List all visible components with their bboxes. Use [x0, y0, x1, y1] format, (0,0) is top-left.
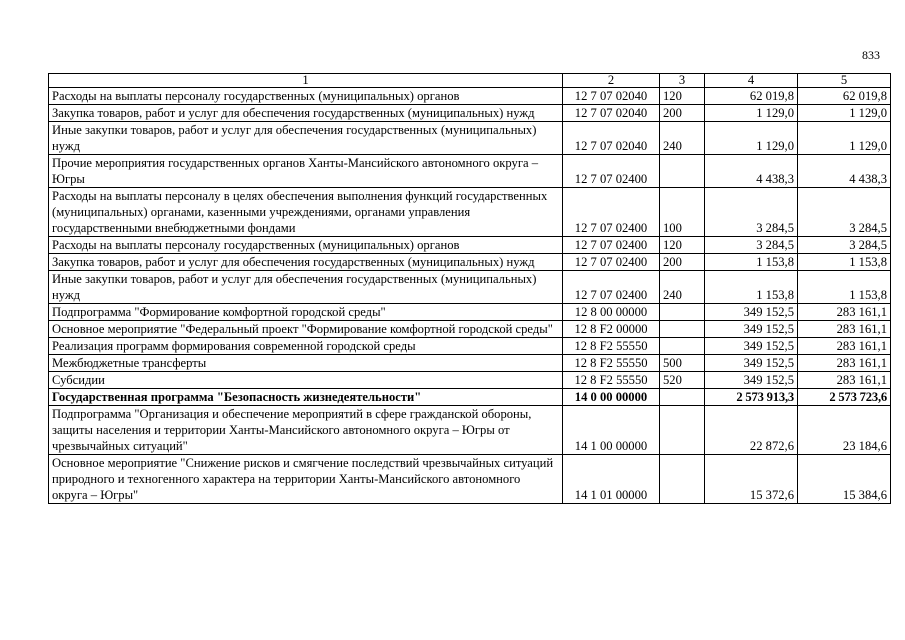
row-value-cell: 349 152,5 — [705, 304, 798, 321]
row-value-cell: 349 152,5 — [705, 321, 798, 338]
row-csr-cell: 12 8 00 00000 — [563, 304, 660, 321]
row-csr-cell: 12 7 07 02400 — [563, 237, 660, 254]
row-csr-cell: 12 7 07 02400 — [563, 188, 660, 237]
row-value-cell: 3 284,5 — [705, 188, 798, 237]
table-row — [49, 88, 891, 105]
row-vr-cell — [660, 321, 705, 338]
table-row — [49, 254, 891, 271]
row-csr-cell: 12 7 07 02400 — [563, 155, 660, 188]
row-value-cell: 15 384,6 — [798, 455, 891, 504]
row-value-cell: 62 019,8 — [705, 88, 798, 105]
row-value-cell: 2 573 913,3 — [705, 389, 798, 406]
row-name-cell: Расходы на выплаты персоналу государственных (муниципальных) органов — [49, 88, 563, 105]
row-value-cell: 283 161,1 — [798, 338, 891, 355]
row-value-cell: 15 372,6 — [705, 455, 798, 504]
row-vr-cell — [660, 406, 705, 455]
table-row — [49, 122, 891, 155]
row-value-cell: 1 129,0 — [798, 122, 891, 155]
table-row — [49, 237, 891, 254]
table-row — [49, 355, 891, 372]
row-vr-cell — [660, 304, 705, 321]
table-row — [49, 188, 891, 237]
row-value-cell: 349 152,5 — [705, 355, 798, 372]
row-value-cell: 4 438,3 — [798, 155, 891, 188]
table-header-row — [49, 74, 891, 88]
header-cell: 2 — [563, 74, 660, 88]
table-row — [49, 304, 891, 321]
row-value-cell: 3 284,5 — [798, 237, 891, 254]
row-csr-cell: 12 8 F2 55550 — [563, 372, 660, 389]
row-vr-cell: 520 — [660, 372, 705, 389]
table-row — [49, 455, 891, 504]
row-csr-cell: 12 7 07 02400 — [563, 254, 660, 271]
table-row — [49, 406, 891, 455]
row-name-cell: Иные закупки товаров, работ и услуг для обеспечения государственных (муниципальных) нужд — [49, 122, 563, 155]
row-name-cell: Закупка товаров, работ и услуг для обеспечения государственных (муниципальных) нужд — [49, 105, 563, 122]
row-value-cell: 349 152,5 — [705, 338, 798, 355]
row-value-cell: 1 153,8 — [705, 254, 798, 271]
row-vr-cell — [660, 455, 705, 504]
row-csr-cell: 12 8 F2 00000 — [563, 321, 660, 338]
row-vr-cell: 120 — [660, 88, 705, 105]
row-name-cell: Основное мероприятие "Федеральный проект "Формирование комфортной городской среды" — [49, 321, 563, 338]
page-number: 833 — [862, 48, 880, 62]
row-name-cell: Расходы на выплаты персоналу в целях обеспечения выполнения функций государственных (муниципальных) органами, казенными учреждениями, органами управления государственными внебюджетными фондами — [49, 188, 563, 237]
row-csr-cell: 14 0 00 00000 — [563, 389, 660, 406]
row-value-cell: 283 161,1 — [798, 321, 891, 338]
row-vr-cell: 200 — [660, 254, 705, 271]
row-csr-cell: 12 7 07 02040 — [563, 88, 660, 105]
row-value-cell: 1 153,8 — [705, 271, 798, 304]
row-vr-cell — [660, 155, 705, 188]
row-value-cell: 22 872,6 — [705, 406, 798, 455]
row-value-cell: 2 573 723,6 — [798, 389, 891, 406]
row-name-cell: Закупка товаров, работ и услуг для обеспечения государственных (муниципальных) нужд — [49, 254, 563, 271]
row-value-cell: 1 153,8 — [798, 254, 891, 271]
row-csr-cell: 12 8 F2 55550 — [563, 338, 660, 355]
row-csr-cell: 12 7 07 02400 — [563, 271, 660, 304]
row-value-cell: 283 161,1 — [798, 304, 891, 321]
row-vr-cell: 100 — [660, 188, 705, 237]
row-vr-cell: 500 — [660, 355, 705, 372]
row-name-cell: Прочие мероприятия государственных органов Ханты-Мансийского автономного округа – Югры — [49, 155, 563, 188]
row-value-cell: 3 284,5 — [705, 237, 798, 254]
row-value-cell: 1 129,0 — [705, 122, 798, 155]
row-name-cell: Расходы на выплаты персоналу государственных (муниципальных) органов — [49, 237, 563, 254]
row-value-cell: 283 161,1 — [798, 372, 891, 389]
row-csr-cell: 12 8 F2 55550 — [563, 355, 660, 372]
row-name-cell: Субсидии — [49, 372, 563, 389]
table-row — [49, 389, 891, 406]
row-name-cell: Основное мероприятие "Снижение рисков и смягчение последствий чрезвычайных ситуаций природного и техногенного характера на территории Ханты-Мансийского автономного округа – Югры" — [49, 455, 563, 504]
row-vr-cell: 120 — [660, 237, 705, 254]
row-name-cell: Реализация программ формирования современной городской среды — [49, 338, 563, 355]
row-value-cell: 1 129,0 — [705, 105, 798, 122]
row-value-cell: 1 153,8 — [798, 271, 891, 304]
row-vr-cell: 240 — [660, 271, 705, 304]
row-vr-cell: 240 — [660, 122, 705, 155]
row-value-cell: 4 438,3 — [705, 155, 798, 188]
row-vr-cell — [660, 389, 705, 406]
row-name-cell: Иные закупки товаров, работ и услуг для обеспечения государственных (муниципальных) нужд — [49, 271, 563, 304]
row-vr-cell — [660, 338, 705, 355]
row-csr-cell: 14 1 01 00000 — [563, 455, 660, 504]
row-name-cell: Подпрограмма "Формирование комфортной городской среды" — [49, 304, 563, 321]
table-row — [49, 372, 891, 389]
header-cell: 3 — [660, 74, 705, 88]
table-row — [49, 155, 891, 188]
row-name-cell: Подпрограмма "Организация и обеспечение мероприятий в сфере гражданской обороны, защиты населения и территории Ханты-Мансийского автономного округа – Югры от чрезвычайных ситуаций" — [49, 406, 563, 455]
header-cell: 1 — [49, 74, 563, 88]
row-value-cell: 1 129,0 — [798, 105, 891, 122]
row-vr-cell: 200 — [660, 105, 705, 122]
row-name-cell: Межбюджетные трансферты — [49, 355, 563, 372]
header-cell: 4 — [705, 74, 798, 88]
row-value-cell: 3 284,5 — [798, 188, 891, 237]
row-name-cell: Государственная программа "Безопасность жизнедеятельности" — [49, 389, 563, 406]
row-value-cell: 23 184,6 — [798, 406, 891, 455]
table-row — [49, 271, 891, 304]
row-value-cell: 283 161,1 — [798, 355, 891, 372]
row-csr-cell: 12 7 07 02040 — [563, 122, 660, 155]
budget-table-body — [49, 74, 891, 504]
header-cell: 5 — [798, 74, 891, 88]
row-csr-cell: 14 1 00 00000 — [563, 406, 660, 455]
row-value-cell: 349 152,5 — [705, 372, 798, 389]
table-row — [49, 321, 891, 338]
table-row — [49, 338, 891, 355]
row-csr-cell: 12 7 07 02040 — [563, 105, 660, 122]
budget-table — [48, 73, 891, 504]
row-value-cell: 62 019,8 — [798, 88, 891, 105]
table-row — [49, 105, 891, 122]
